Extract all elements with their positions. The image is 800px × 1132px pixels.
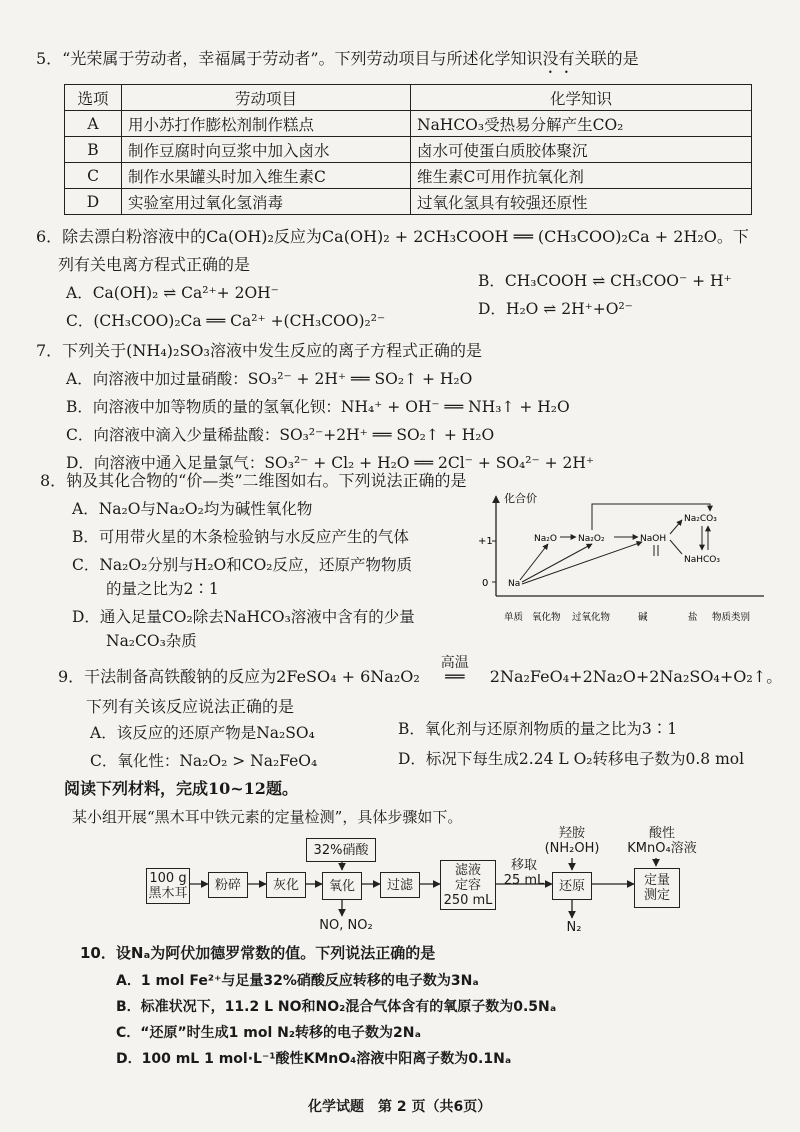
q10-option-d: D．100 mL 1 mol·L⁻¹酸性KMnO₄溶液中阳离子数为0.1Nₐ	[116, 1051, 512, 1067]
table-cell: NaHCO₃受热易分解产生CO₂	[411, 111, 752, 137]
flow-box-filtrate: 滤液 定容 250 mL	[440, 860, 496, 910]
node-na2co3: Na₂CO₃	[684, 514, 717, 524]
reading-title: 阅读下列材料，完成10~12题。	[64, 779, 298, 798]
table-row	[65, 189, 752, 215]
node-na2o2: Na₂O₂	[578, 534, 605, 544]
table-cell: 制作水果罐头时加入维生素C	[122, 163, 411, 189]
flow-box-measure: 定量 测定	[634, 868, 680, 908]
q6-stem-line2: 列有关电离方程式正确的是	[58, 255, 251, 274]
q6-option-c: C．(CH₃COO)₂Ca ══ Ca²⁺ +(CH₃COO)₂²⁻	[66, 312, 386, 330]
table-header-cell: 化学知识	[411, 85, 752, 111]
flow-box-filter: 过滤	[380, 872, 420, 898]
flow-box-ash: 灰化	[266, 872, 306, 898]
table-cell: B	[65, 137, 122, 163]
table-row	[65, 111, 752, 137]
q9-stem	[58, 655, 783, 688]
q8-option-b: B．可用带火星的木条检验钠与水反应产生的气体	[72, 528, 409, 546]
node-na: Na	[508, 579, 521, 589]
line	[670, 540, 682, 554]
q6-option-b: B．CH₃COOH ⇌ CH₃COO⁻ + H⁺	[478, 272, 732, 290]
page-footer: 化学试题 第 2 页（共6页）	[308, 1099, 492, 1115]
q8-option-d: D．通入足量CO₂除去NaHCO₃溶液中含有的少量	[72, 608, 415, 626]
flow-box-start: 100 g 黑木耳	[146, 868, 190, 904]
q5-stem-end: 关联的是	[574, 49, 639, 68]
q8-option-a: A．Na₂O与Na₂O₂均为碱性氧化物	[72, 500, 313, 518]
q7-stem: 7．下列关于(NH₄)₂SO₃溶液中发生反应的离子方程式正确的是	[36, 341, 482, 360]
valence-class-diagram	[474, 488, 764, 628]
q10-option-b: B．标准状况下，11.2 L NO和NO₂混合气体含有的氧原子数为0.5Nₐ	[116, 999, 557, 1015]
x-axis-label: 盐	[688, 612, 698, 623]
flow-box-reduce: 还原	[552, 872, 592, 900]
x-axis-label: 物质类别	[712, 612, 751, 623]
x-axis-label: 单质	[504, 612, 524, 623]
reading-intro: 某小组开展“黑木耳中铁元素的定量检测”，具体步骤如下。	[72, 808, 463, 826]
table-cell: C	[65, 163, 122, 189]
table-header-cell: 劳动项目	[122, 85, 411, 111]
q5-stem-text: 5．“光荣属于劳动者，幸福属于劳动者”。下列劳动项目与所述化学知识	[36, 49, 543, 68]
node-naoh: NaOH	[640, 534, 667, 544]
q9-stem-line2: 下列有关该反应说法正确的是	[86, 697, 295, 716]
q8-option-c-cont: 的量之比为2∶1	[106, 580, 219, 598]
q7-option-a: A．向溶液中加过量硝酸：SO₃²⁻ + 2H⁺ ══ SO₂↑ + H₂O	[66, 370, 473, 388]
node-na2o: Na₂O	[534, 534, 557, 544]
q7-option-d: D．向溶液中通入足量氯气：SO₃²⁻ + Cl₂ + H₂O ══ 2Cl⁻ + SO₄²⁻ + 2H⁺	[66, 454, 595, 472]
node-nahco3: NaHCO₃	[684, 555, 720, 565]
y-tick-label: 0	[482, 578, 489, 589]
q7-option-b: B．向溶液中加等物质的量的氢氧化钡：NH₄⁺ + OH⁻ ══ NH₃↑ + H₂O	[66, 398, 570, 416]
table-header-row	[65, 85, 752, 111]
q6-stem-line1: 6．除去漂白粉溶液中的Ca(OH)₂反应为Ca(OH)₂ + 2CH₃COOH ══ (CH₃COO)₂Ca + 2H₂O。下	[36, 227, 749, 246]
arrow	[670, 520, 682, 534]
table-cell: 制作豆腐时向豆浆中加入卤水	[122, 137, 411, 163]
flow-label-gas: NO, NO₂	[319, 918, 373, 933]
q9-option-d: D．标况下每生成2.24 L O₂转移电子数为0.8 mol	[398, 750, 745, 768]
table-row	[65, 163, 752, 189]
q9-option-a: A．该反应的还原产物是Na₂SO₄	[90, 724, 315, 742]
table-cell: D	[65, 189, 122, 215]
flow-box-crush: 粉碎	[208, 872, 248, 898]
flow-box-oxidize: 氧化	[322, 872, 362, 900]
table-cell: A	[65, 111, 122, 137]
x-axis-label: 碱	[638, 612, 648, 623]
table-row	[65, 137, 752, 163]
q10-option-a: A．1 mol Fe²⁺与足量32%硝酸反应转移的电子数为3Nₐ	[116, 973, 479, 989]
q10-stem: 10．设Nₐ为阿伏加德罗常数的值。下列说法正确的是	[80, 944, 436, 962]
q9-condition-equals: 高温 ══	[424, 666, 486, 688]
q9-option-c: C．氧化性：Na₂O₂ > Na₂FeO₄	[90, 752, 318, 770]
flow-label-hydroxylamine: 羟胺 (NH₂OH)	[544, 826, 600, 856]
q8-option-d-cont: Na₂CO₃杂质	[106, 632, 197, 650]
flow-label-kmno4: 酸性 KMnO₄溶液	[627, 826, 697, 856]
q6-option-a: A．Ca(OH)₂ ⇌ Ca²⁺+ 2OH⁻	[66, 284, 279, 302]
table-cell: 过氧化氢具有较强还原性	[411, 189, 752, 215]
q6-option-d: D．H₂O ⇌ 2H⁺+O²⁻	[478, 300, 633, 318]
table-cell: 实验室用过氧化氢消毒	[122, 189, 411, 215]
q9-option-b: B．氧化剂与还原剂物质的量之比为3∶1	[398, 720, 678, 738]
flow-box-acid: 32%硝酸	[306, 838, 376, 862]
q5-stem	[36, 48, 639, 77]
y-tick-label: +1	[478, 536, 493, 547]
q10-option-c: C．“还原”时生成1 mol N₂转移的电子数为2Nₐ	[116, 1025, 421, 1041]
q5-table	[64, 84, 752, 215]
q5-emphasis: 没有	[542, 49, 575, 68]
q9-stem-suffix: 2Na₂FeO₄+2Na₂O+2Na₂SO₄+O₂↑。	[489, 667, 783, 686]
flow-label-transfer: 移取 25 mL	[503, 858, 545, 888]
y-axis-title: 化合价	[504, 492, 537, 505]
q8-option-c: C．Na₂O₂分别与H₂O和CO₂反应，还原产物物质	[72, 556, 413, 574]
table-cell: 用小苏打作膨松剂制作糕点	[122, 111, 411, 137]
table-cell: 卤水可使蛋白质胶体聚沉	[411, 137, 752, 163]
arrow	[520, 544, 548, 580]
q9-condition: 高温	[440, 655, 469, 671]
table-cell: 维生素C可用作抗氧化剂	[411, 163, 752, 189]
x-axis-label: 氧化物	[532, 612, 561, 623]
x-axis-label: 过氧化物	[572, 612, 611, 623]
arrow	[522, 542, 642, 584]
q8-stem: 8．钠及其化合物的“价—类”二维图如右。下列说法正确的是	[40, 471, 467, 490]
q9-stem-prefix: 9．干法制备高铁酸钠的反应为2FeSO₄ + 6Na₂O₂	[58, 667, 420, 686]
table-header-cell: 选项	[65, 85, 122, 111]
q7-option-c: C．向溶液中滴入少量稀盐酸：SO₃²⁻+2H⁺ ══ SO₂↑ + H₂O	[66, 426, 495, 444]
flow-label-n2: N₂	[566, 920, 582, 935]
